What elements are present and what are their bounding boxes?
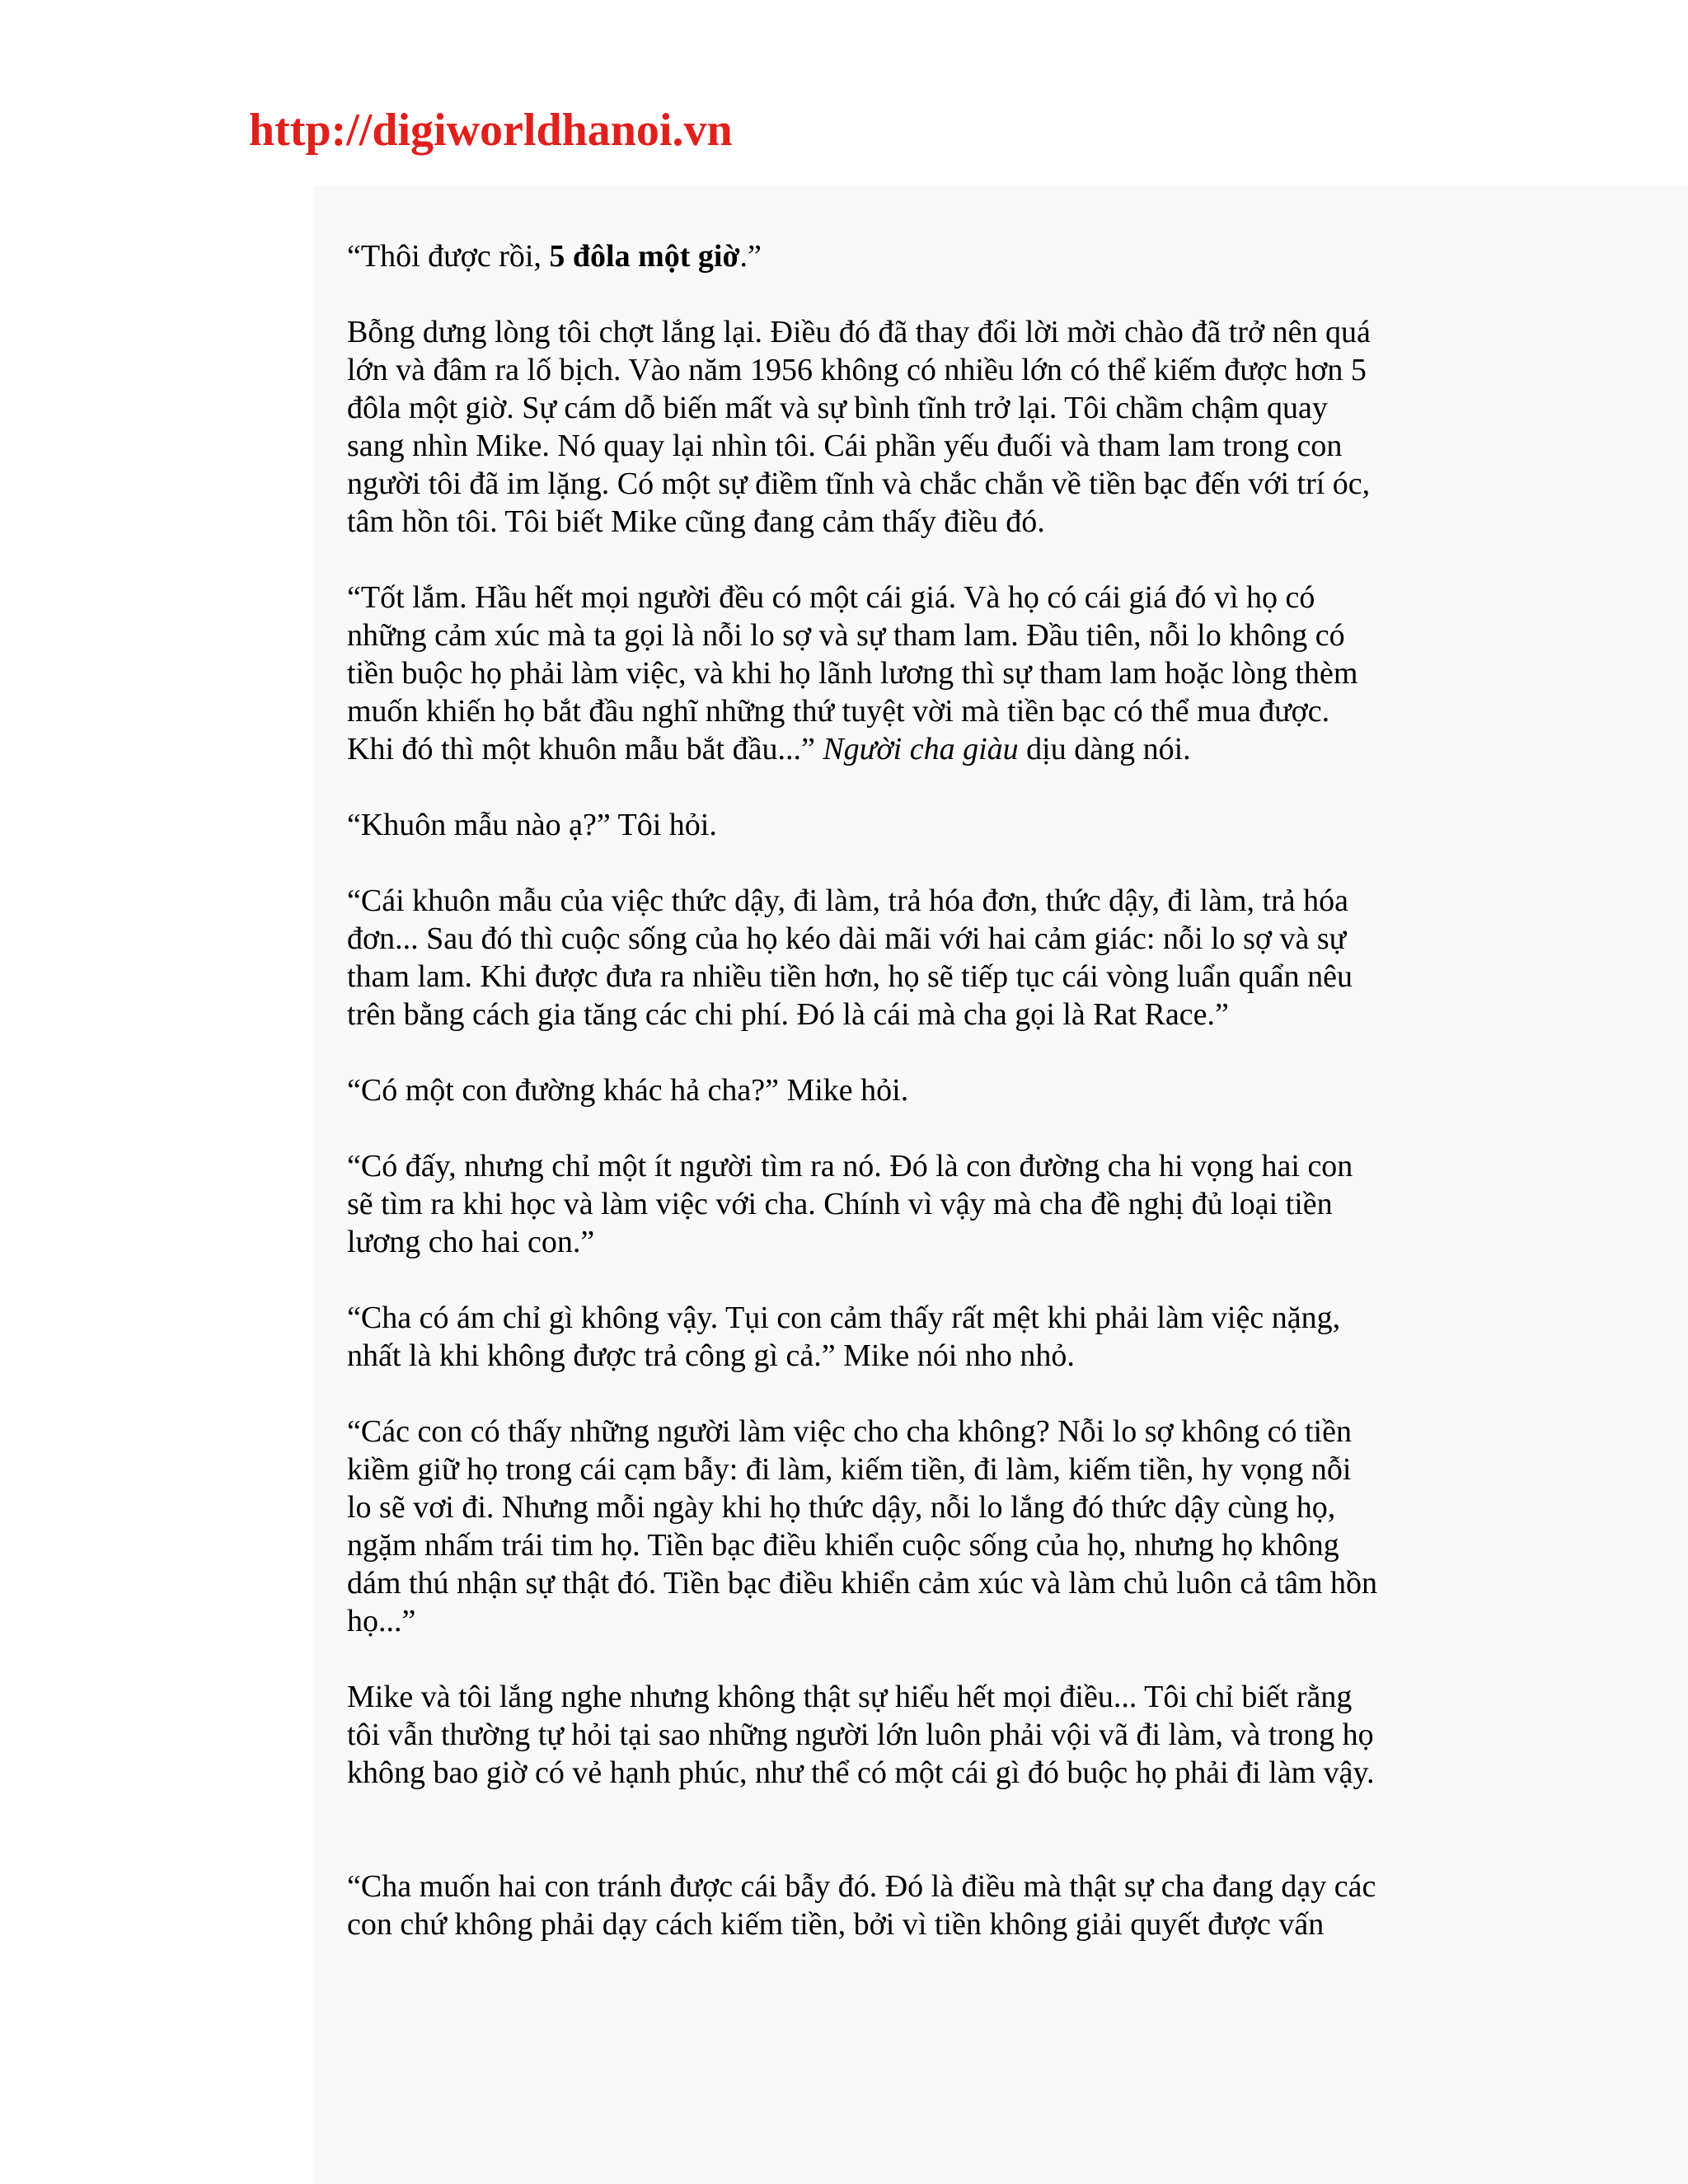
text-line <box>347 1868 1451 1905</box>
text-line <box>347 692 1451 730</box>
text-segment: “Khuôn mẫu nào ạ?” Tôi hỏi. <box>347 808 717 842</box>
paragraph-7 <box>347 1147 1451 1261</box>
paragraph-11 <box>347 1868 1451 1943</box>
text-segment: “Cha muốn hai con tránh được cái bẫy đó. Đó là điều mà thật sự cha đang dạy các <box>347 1869 1376 1904</box>
text-line <box>347 1602 1451 1640</box>
text-line <box>347 1223 1451 1261</box>
text-line <box>347 313 1451 351</box>
text-segment: “Cái khuôn mẫu của việc thức dậy, đi làm, trả hóa đơn, thức dậy, đi làm, trả hóa <box>347 883 1348 918</box>
text-line <box>347 427 1451 465</box>
text-segment: dám thú nhận sự thật đó. Tiền bạc điều khiển cảm xúc và làm chủ luôn cả tâm hồn <box>347 1566 1378 1601</box>
text-line <box>347 1299 1451 1337</box>
text-line <box>347 920 1451 958</box>
text-segment: đơn... Sau đó thì cuộc sống của họ kéo dài mãi với hai cảm giác: nỗi lo sợ và sự <box>347 921 1347 956</box>
text-segment: Bỗng dưng lòng tôi chợt lắng lại. Điều đó đã thay đổi lời mời chào đã trở nên quá <box>347 315 1371 349</box>
text-line <box>347 579 1451 616</box>
text-segment: con chứ không phải dạy cách kiếm tiền, bởi vì tiền không giải quyết được vấn <box>347 1907 1325 1942</box>
text-segment: tiền buộc họ phải làm việc, và khi họ lãnh lương thì sự tham lam hoặc lòng thèm <box>347 656 1358 691</box>
text-line <box>347 465 1451 503</box>
text-segment: sẽ tìm ra khi học và làm việc với cha. Chính vì vậy mà cha đề nghị đủ loại tiền <box>347 1187 1333 1221</box>
text-segment: trên bằng cách gia tăng các chi phí. Đó là cái mà cha gọi là Rat Race.” <box>347 997 1229 1032</box>
paragraph-6 <box>347 1071 1451 1109</box>
document-body <box>347 237 1451 1981</box>
text-line <box>347 1754 1451 1792</box>
text-segment: không bao giờ có vẻ hạnh phúc, như thể có một cái gì đó buộc họ phải đi làm vậy. <box>347 1755 1375 1790</box>
text-line <box>347 1413 1451 1451</box>
text-line <box>347 1147 1451 1185</box>
text-segment: người tôi đã im lặng. Có một sự điềm tĩnh và chắc chắn về tiền bạc đến với trí óc, <box>347 466 1371 501</box>
text-segment: tham lam. Khi được đưa ra nhiều tiền hơn, họ sẽ tiếp tục cái vòng luẩn quẩn nêu <box>347 959 1353 994</box>
paragraph-8 <box>347 1299 1451 1375</box>
text-segment: “Có đấy, nhưng chỉ một ít người tìm ra nó. Đó là con đường cha hi vọng hai con <box>347 1149 1353 1183</box>
text-segment: “Thôi được rồi, <box>347 239 550 274</box>
text-segment: tâm hồn tôi. Tôi biết Mike cũng đang cảm thấy điều đó. <box>347 504 1045 539</box>
text-segment: nhất là khi không được trả công gì cả.” Mike nói nho nhỏ. <box>347 1338 1075 1373</box>
paragraph-5 <box>347 882 1451 1033</box>
text-line <box>347 1678 1451 1716</box>
text-segment: đôla một giờ. Sự cám dỗ biến mất và sự bình tĩnh trở lại. Tôi chầm chậm quay <box>347 391 1328 425</box>
text-segment: .” <box>739 239 762 274</box>
text-line <box>347 654 1451 692</box>
text-segment: tôi vẫn thường tự hỏi tại sao những người lớn luôn phải vội vã đi làm, và trong họ <box>347 1718 1374 1752</box>
text-segment: ngặm nhấm trái tim họ. Tiền bạc điều khiển cuộc sống của họ, nhưng họ không <box>347 1528 1339 1563</box>
text-segment: “Tốt lắm. Hầu hết mọi người đều có một cái giá. Và họ có cái giá đó vì họ có <box>347 580 1315 615</box>
text-line <box>347 503 1451 541</box>
text-segment: Mike và tôi lắng nghe nhưng không thật sự hiểu hết mọi điều... Tôi chỉ biết rằng <box>347 1680 1353 1714</box>
text-segment: sang nhìn Mike. Nó quay lại nhìn tôi. Cái phần yếu đuối và tham lam trong con <box>347 429 1343 463</box>
text-line <box>347 1905 1451 1943</box>
text-line <box>347 389 1451 427</box>
text-line <box>347 1716 1451 1754</box>
text-segment: kiềm giữ họ trong cái cạm bẫy: đi làm, kiếm tiền, đi làm, kiếm tiền, hy vọng nỗi <box>347 1452 1352 1487</box>
text-segment: muốn khiến họ bắt đầu nghĩ những thứ tuyệt vời mà tiền bạc có thể mua được. <box>347 694 1330 729</box>
text-segment: lo sẽ vơi đi. Nhưng mỗi ngày khi họ thức dậy, nỗi lo lắng đó thức dậy cùng họ, <box>347 1490 1336 1525</box>
text-line <box>347 958 1451 996</box>
paragraph-10 <box>347 1678 1451 1792</box>
text-segment: dịu dàng nói. <box>1018 732 1191 766</box>
text-line <box>347 1451 1451 1488</box>
text-line <box>347 996 1451 1033</box>
text-line <box>347 616 1451 654</box>
text-segment: Khi đó thì một khuôn mẫu bắt đầu...” <box>347 732 823 766</box>
text-line <box>347 1526 1451 1564</box>
paragraph-9 <box>347 1413 1451 1640</box>
text-line <box>347 1488 1451 1526</box>
header-url-link[interactable]: http://digiworldhanoi.vn <box>249 105 733 156</box>
text-line <box>347 1071 1451 1109</box>
paragraph-4 <box>347 806 1451 844</box>
text-segment: “Các con có thấy những người làm việc cho cha không? Nỗi lo sợ không có tiền <box>347 1414 1352 1449</box>
text-line <box>347 730 1451 768</box>
text-line <box>347 806 1451 844</box>
text-line <box>347 1185 1451 1223</box>
text-segment: lớn và đâm ra lố bịch. Vào năm 1956 không có nhiều lớn có thể kiếm được hơn 5 <box>347 353 1367 387</box>
text-line <box>347 1337 1451 1375</box>
italic-text: Người cha giàu <box>823 732 1019 766</box>
bold-text: 5 đôla một giờ <box>549 239 740 274</box>
text-segment: “Có một con đường khác hả cha?” Mike hỏi. <box>347 1073 909 1108</box>
paragraph-3 <box>347 579 1451 768</box>
text-segment: những cảm xúc mà ta gọi là nỗi lo sợ và sự tham lam. Đầu tiên, nỗi lo không có <box>347 618 1345 653</box>
text-line <box>347 351 1451 389</box>
paragraph-1 <box>347 237 1451 275</box>
text-segment: lương cho hai con.” <box>347 1225 595 1259</box>
paragraph-2 <box>347 313 1451 541</box>
text-segment: “Cha có ám chỉ gì không vậy. Tụi con cảm thấy rất mệt khi phải làm việc nặng, <box>347 1301 1341 1335</box>
text-line <box>347 882 1451 920</box>
text-segment: họ...” <box>347 1604 416 1638</box>
text-line <box>347 237 1451 275</box>
text-line <box>347 1564 1451 1602</box>
